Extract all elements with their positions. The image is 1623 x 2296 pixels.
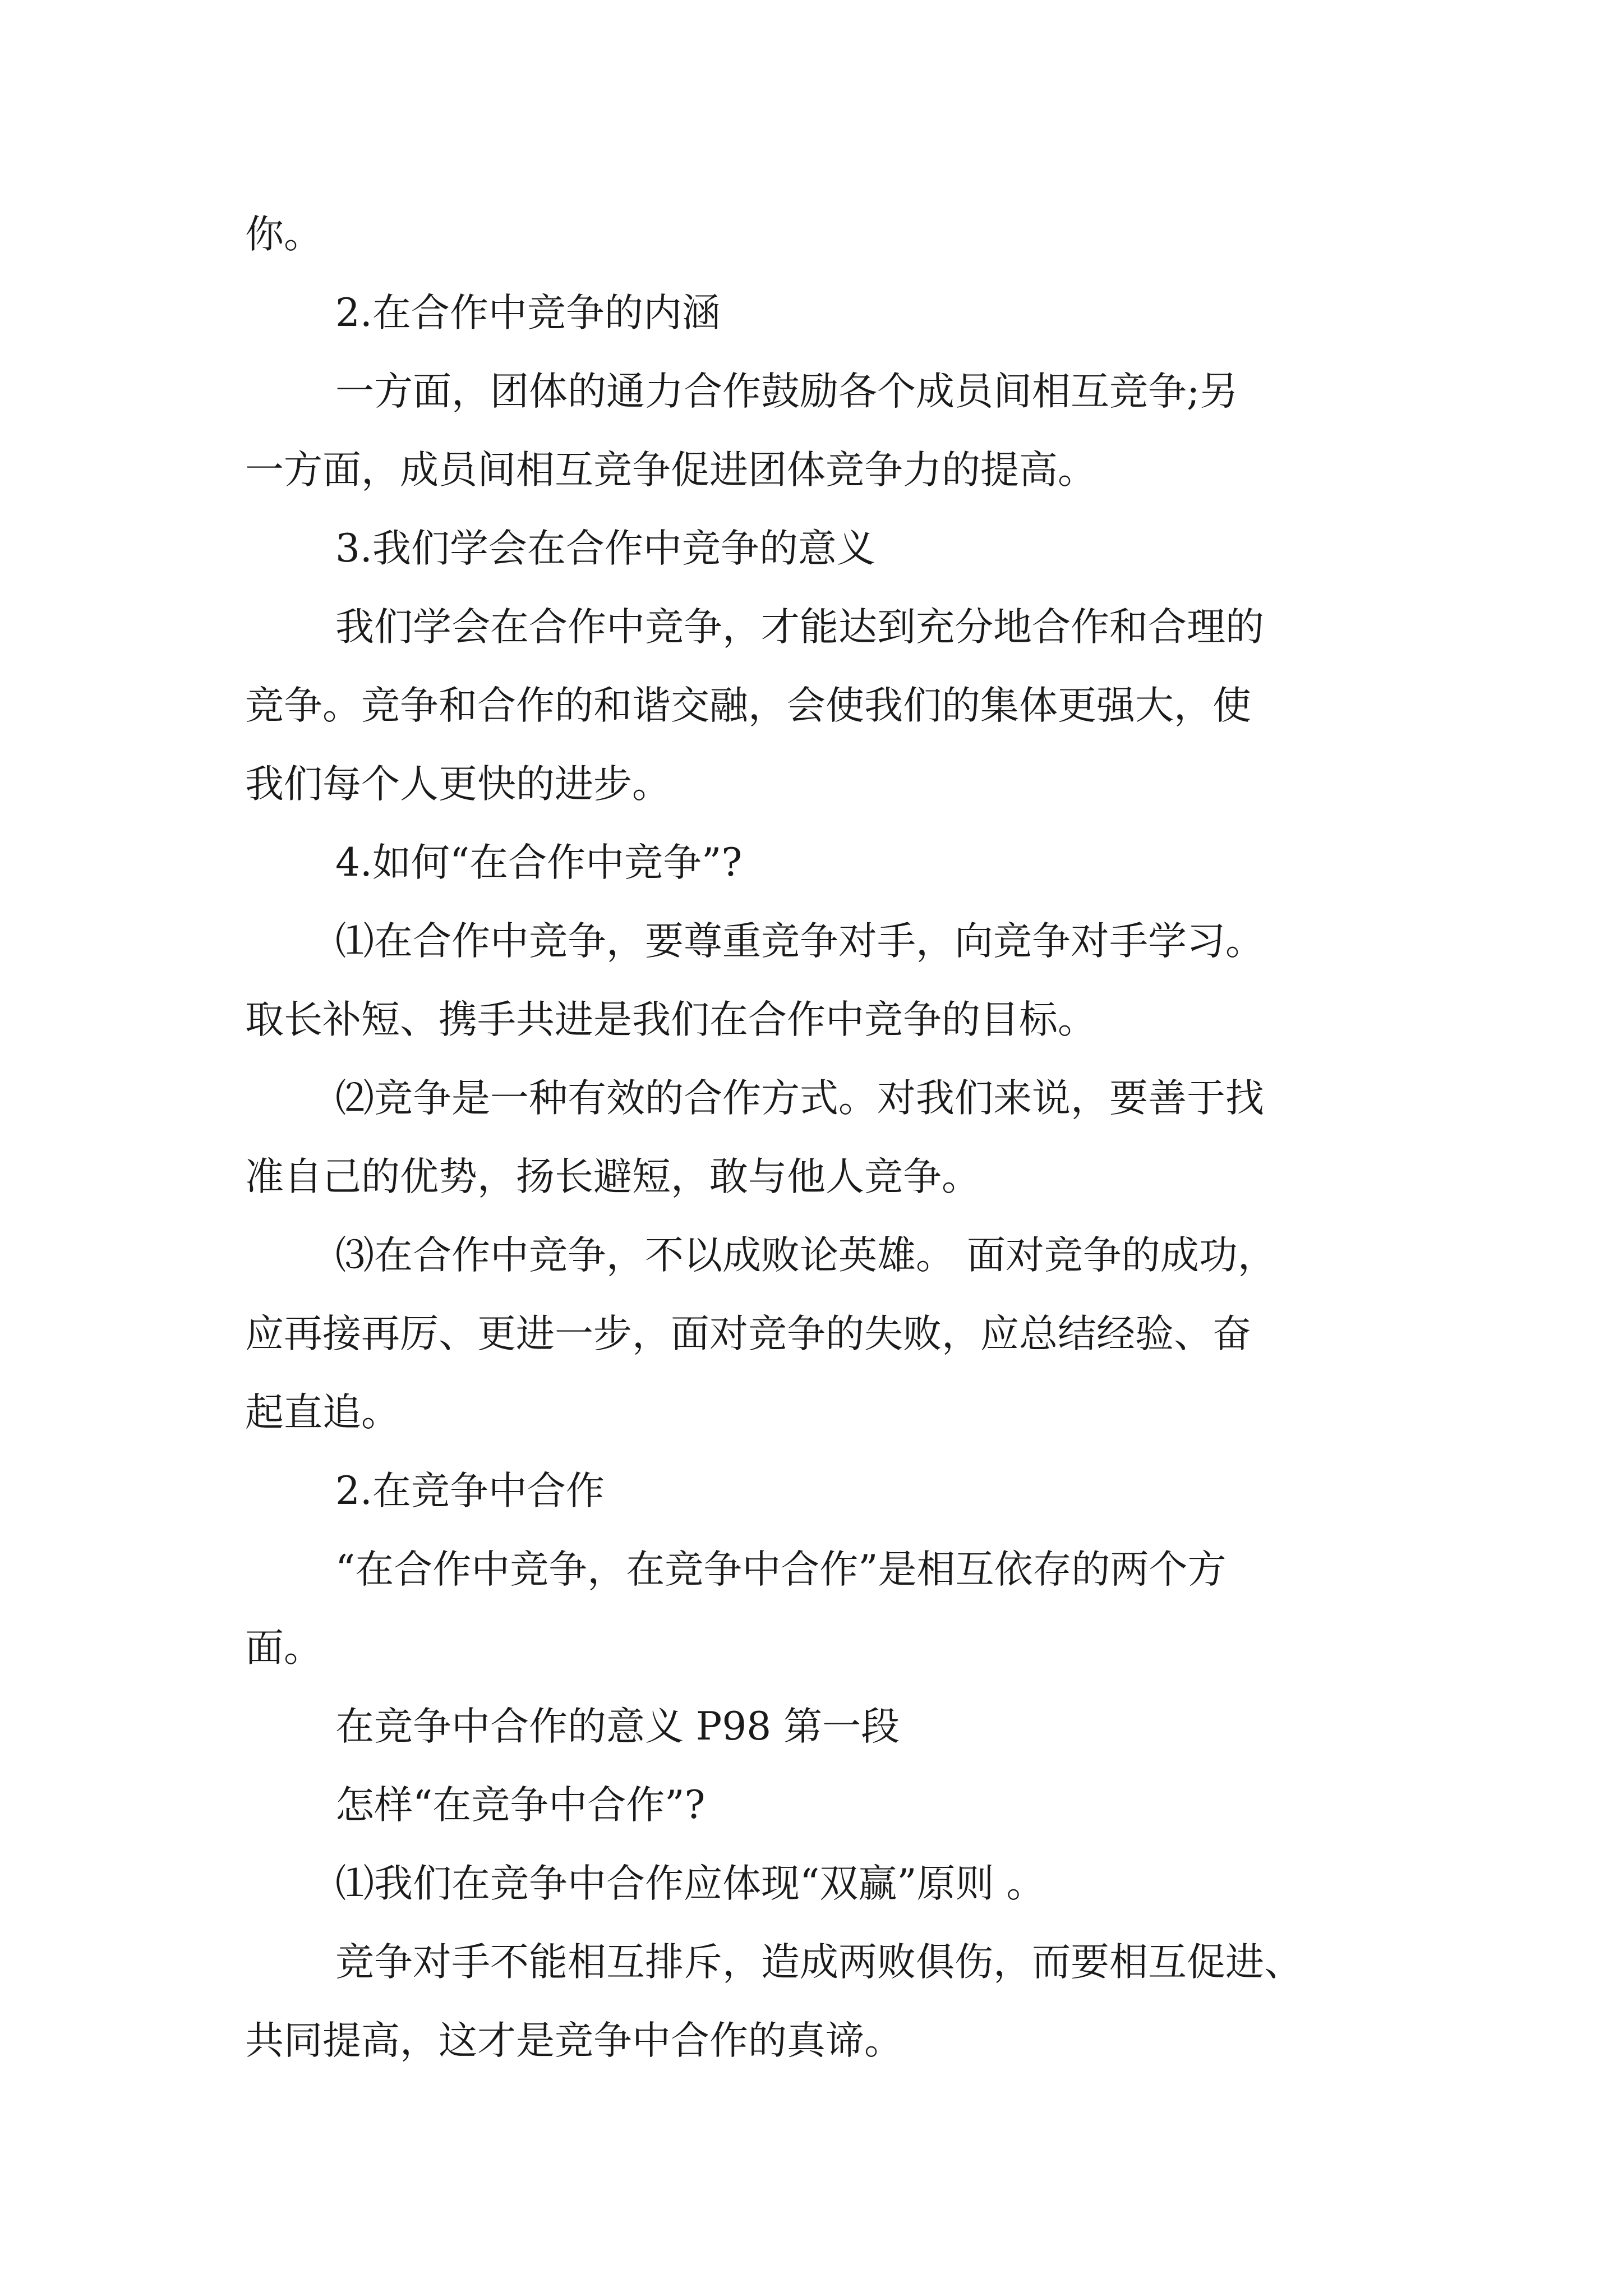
text-line-20: 在竞争中合作的意义 P98 第一段	[335, 1704, 900, 1749]
text-line-3: 一方面，团体的通力合作鼓励各个成员间相互竞争;另	[335, 369, 1239, 414]
item-win-win: ⑴我们在竞争中合作应体现“双赢”原则 。	[335, 1861, 1045, 1906]
text-line-4: 一方面，成员间相互竞争促进团体竞争力的提高。	[245, 448, 1096, 493]
item-3-line-b: 应再接再厉、更进一步，面对竞争的失败，应总结经验、奋	[245, 1312, 1251, 1356]
text-line-8: 我们每个人更快的进步。	[245, 762, 671, 807]
item-3-line-a: ⑶在合作中竞争，不以成败论英雄。 面对竞争的成功，	[335, 1233, 1276, 1278]
item-3-line-c: 起直追。	[245, 1390, 400, 1435]
heading-2-competition-cooperation: 2.在竞争中合作	[335, 1469, 605, 1513]
text-line-23: 竞争对手不能相互排斥，造成两败俱伤，而要相互促进、	[335, 1940, 1303, 1985]
item-2-line-b: 准自己的优势，扬长避短，敢与他人竞争。	[245, 1154, 980, 1199]
heading-2-cooperation-competition: 2.在合作中竞争的内涵	[335, 291, 721, 335]
text-line-19: 面。	[245, 1626, 322, 1671]
text-line-18: “在合作中竞争，在竞争中合作”是相互依存的两个方	[335, 1547, 1227, 1592]
text-line-21: 怎样“在竞争中合作”?	[335, 1783, 706, 1828]
text-line-24: 共同提高，这才是竞争中合作的真谛。	[245, 2018, 903, 2063]
text-line-7: 竞争。竞争和合作的和谐交融，会使我们的集体更强大，使	[245, 683, 1251, 728]
item-1-line-a: ⑴在合作中竞争，要尊重竞争对手，向竞争对手学习。	[335, 919, 1264, 964]
item-1-line-b: 取长补短、携手共进是我们在合作中竞争的目标。	[245, 997, 1096, 1042]
heading-4-how: 4.如何“在合作中竞争”?	[335, 840, 743, 885]
item-2-line-a: ⑵竞争是一种有效的合作方式。对我们来说，要善于找	[335, 1076, 1264, 1121]
text-line-6: 我们学会在合作中竞争，才能达到充分地合作和合理的	[335, 605, 1264, 650]
heading-3-meaning: 3.我们学会在合作中竞争的意义	[335, 526, 875, 571]
text-line-1: 你。	[245, 212, 322, 257]
